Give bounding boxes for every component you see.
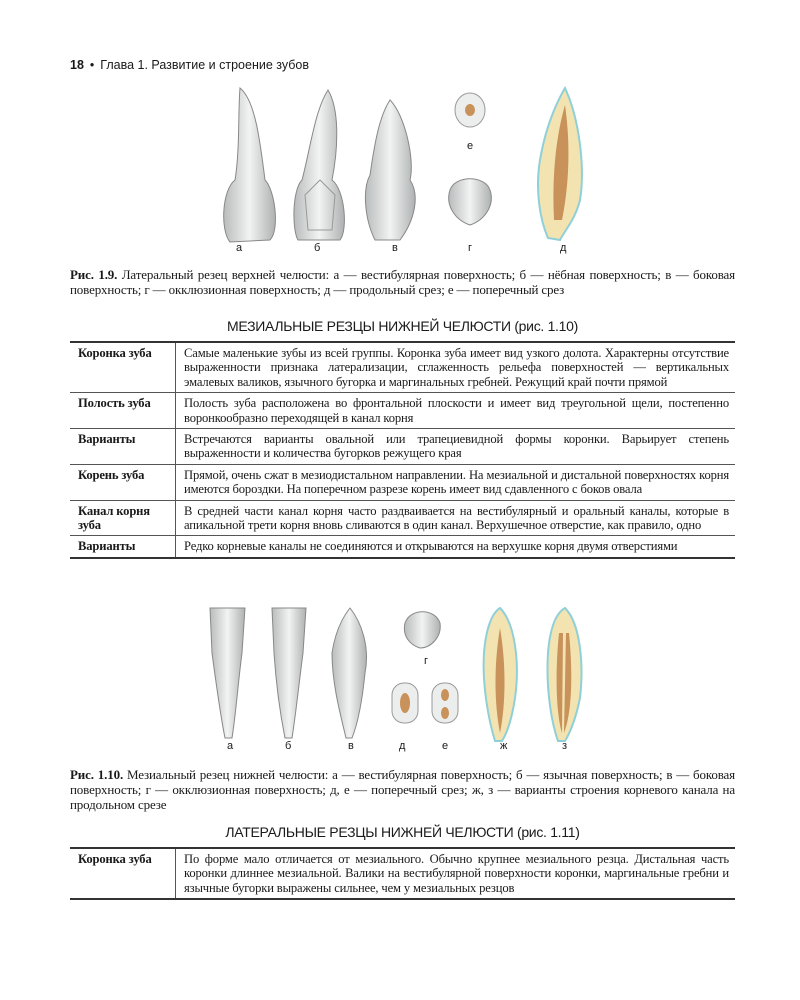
section-heading-lateral: ЛАТЕРАЛЬНЫЕ РЕЗЦЫ НИЖНЕЙ ЧЕЛЮСТИ (рис. 1.11) — [225, 824, 580, 840]
label-z: з — [562, 740, 568, 752]
caption-prefix: Рис. 1.10. — [70, 767, 124, 782]
tooth-occlusal — [449, 179, 492, 225]
row-key: Корень зуба — [70, 464, 176, 500]
label-e: е — [442, 740, 449, 752]
figure-1-10-illustration — [70, 603, 735, 758]
label-d: д — [560, 242, 567, 254]
running-head — [70, 58, 309, 72]
section-heading-mesial: МЕЗИАЛЬНЫЕ РЕЗЦЫ НИЖНЕЙ ЧЕЛЮСТИ (рис. 1.10) — [227, 318, 578, 334]
figure-1-9 — [70, 80, 735, 260]
table-row — [70, 393, 735, 429]
row-value: В средней части канал корня часто раздваивается на вестибулярный и оральный каналы, которые в апикальной трети корня вновь сливаются в один канал. Верхушечное отверстие, как правило, одно — [176, 500, 736, 536]
caption-text: Латеральный резец верхней челюсти: а — вестибулярная поверхность; б — нёбная поверхность; в — боковая поверхность; г — окклюзионная поверхность; д — продольный срез; е — поперечный срез — [70, 267, 735, 297]
figure-1-9-caption — [70, 267, 735, 297]
tooth-lateral — [365, 100, 415, 240]
row-value: Полость зуба расположена во фронтальной плоскости и имеет вид треугольной щели, постепенно воронкообразно переходящей в канал корня — [176, 393, 736, 429]
figure-1-9-illustration — [70, 80, 735, 260]
table-row — [70, 536, 735, 558]
tooth-vestibular — [224, 88, 276, 242]
chapter-title: Глава 1. Развитие и строение зубов — [100, 58, 309, 72]
row-key: Канал корня зуба — [70, 500, 176, 536]
table-row — [70, 848, 735, 899]
bullet: • — [89, 58, 95, 72]
label-a: а — [227, 740, 234, 752]
label-b: б — [285, 740, 292, 752]
label-g: г — [468, 242, 473, 254]
row-value: Редко корневые каналы не соединяются и открываются на верхушке корня двумя отверстиями — [176, 536, 736, 558]
tooth-palatal — [294, 90, 345, 240]
caption-text: Мезиальный резец нижней челюсти: а — вестибулярная поверхность; б — язычная поверхность; в — боковая поверхность; г — окклюзионная поверхность; д, е — поперечный срез; ж, з — варианты строения корневого канала на продольном срезе — [70, 767, 735, 812]
label-zh: ж — [500, 740, 508, 752]
row-value: Прямой, очень сжат в мезиодистальном направлении. На мезиальной и дистальной поверхностях корня имеются бороздки. На поперечном разрезе корень имеет вид сдавленного с боков овала — [176, 464, 736, 500]
label-a: а — [236, 242, 243, 254]
row-value: По форме мало отличается от мезиального. Обычно крупнее мезиального резца. Дистальная часть коронки длиннее мезиальной. Валики на вестибулярной поверхности коронки, маргинальные гребни и язычные бугорки выражены сильнее, чем у мезиальных резцов — [176, 848, 736, 899]
mesial-incisors-table — [70, 341, 735, 559]
figure-1-10 — [70, 603, 735, 758]
table-row — [70, 500, 735, 536]
label-e: е — [467, 140, 474, 152]
caption-prefix: Рис. 1.9. — [70, 267, 118, 282]
label-v: в — [348, 740, 354, 752]
label-d: д — [399, 740, 406, 752]
table-row — [70, 429, 735, 465]
row-key: Полость зуба — [70, 393, 176, 429]
tooth-occlusal — [404, 612, 440, 648]
label-v: в — [392, 242, 398, 254]
row-key: Варианты — [70, 536, 176, 558]
tooth-lateral — [332, 608, 367, 738]
row-key: Коронка зуба — [70, 848, 176, 899]
row-key: Коронка зуба — [70, 342, 176, 393]
figure-1-10-caption — [70, 767, 735, 812]
tooth-lingual — [272, 608, 306, 738]
label-b: б — [314, 242, 321, 254]
page-number: 18 — [70, 58, 84, 72]
row-key: Варианты — [70, 429, 176, 465]
row-value: Встречаются варианты овальной или трапециевидной формы коронки. Варьирует степень выраженности и количества бугорков режущего края — [176, 429, 736, 465]
tooth-vestibular — [210, 608, 245, 738]
row-value: Самые маленькие зубы из всей группы. Коронка зуба имеет вид узкого долота. Характерны отсутствие выраженности признака латерализации, сглаженность рельефа поверхностей — вертикальных эмалевых валиков, язычного бугорка и маргинальных гребней. Режущий край почти прямой — [176, 342, 736, 393]
table-row — [70, 342, 735, 393]
label-g: г — [424, 655, 429, 667]
lateral-incisors-table — [70, 847, 735, 900]
table-row — [70, 464, 735, 500]
